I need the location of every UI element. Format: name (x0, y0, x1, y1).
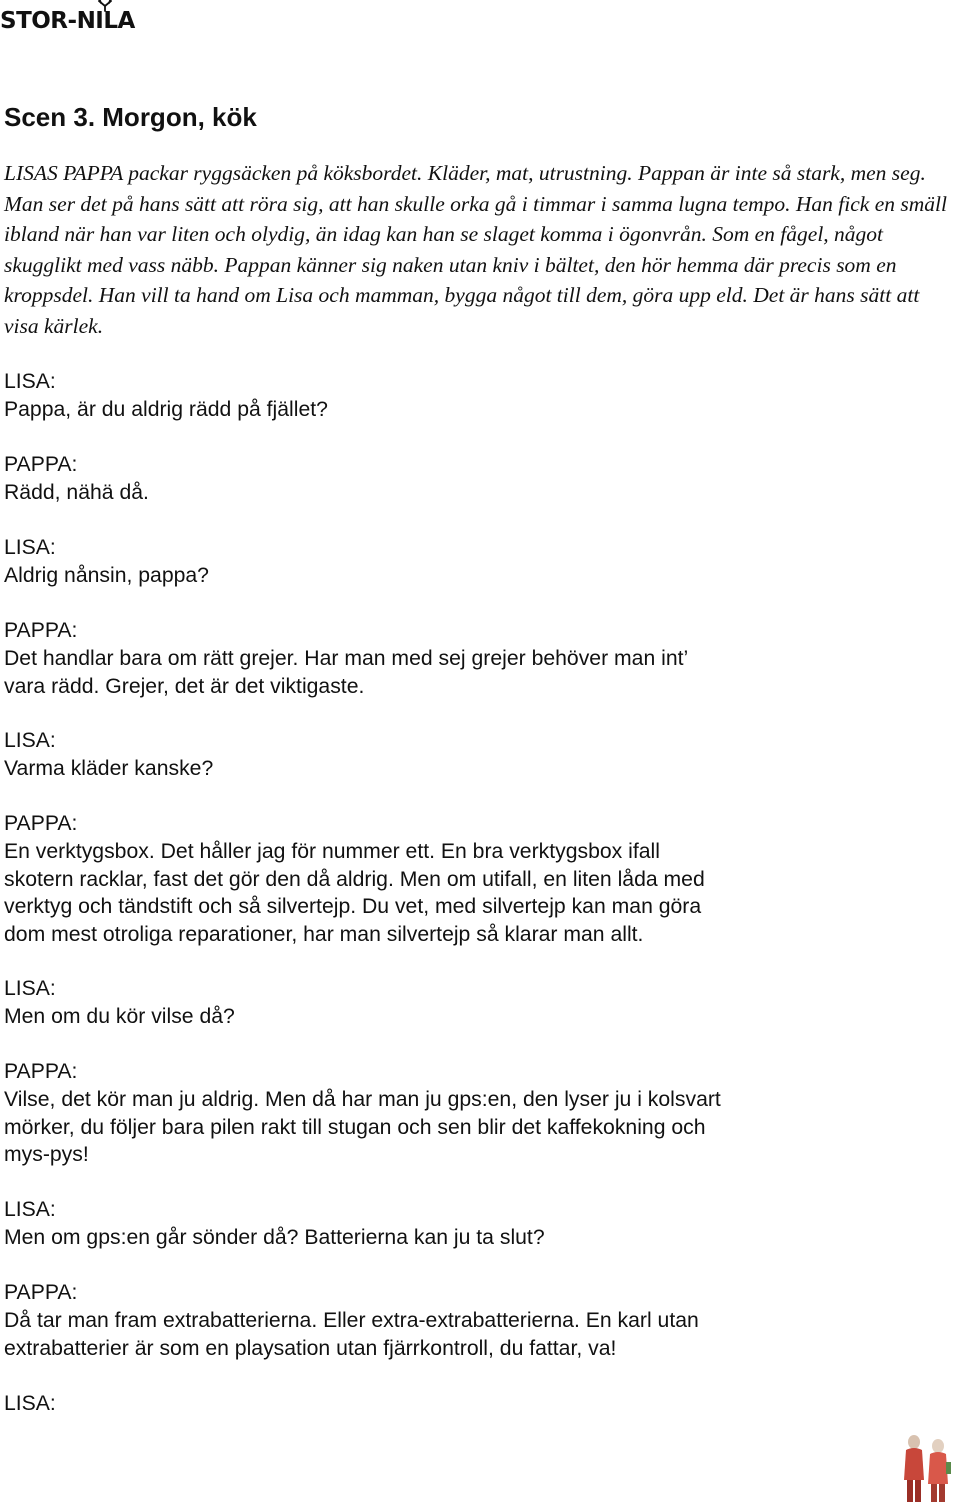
dialogue-line: En verktygsbox. Det håller jag för nummer ett. En bra verktygsbox ifall (4, 839, 660, 863)
dialogue-line: Pappa, är du aldrig rädd på fjället? (4, 397, 328, 421)
dialogue-line: Aldrig nånsin, pappa? (4, 563, 209, 587)
speaker-label: PAPPA: (4, 812, 78, 835)
characters-illustration (896, 1432, 956, 1506)
speaker-label: PAPPA: (4, 1060, 78, 1083)
dialogue-line: mörker, du följer bara pilen rakt till stugan och sen blir det kaffekokning och (4, 1115, 706, 1139)
dialogue-block (4, 810, 944, 949)
speaker-label: LISA: (4, 536, 56, 559)
dialogue-line: extrabatterier är som en playsation utan fjärrkontroll, du fattar, va! (4, 1336, 617, 1360)
dialogue-block (4, 617, 944, 700)
dialogue-block (4, 1390, 944, 1418)
dialogue-block (4, 1196, 944, 1252)
dialogue-line: Då tar man fram extrabatterierna. Eller extra-extrabatterierna. En karl utan (4, 1308, 699, 1332)
dialogue-line: Rädd, nähä då. (4, 480, 149, 504)
dialogue-line: mys-pys! (4, 1143, 89, 1167)
speaker-label: LISA: (4, 729, 56, 752)
dialogue-block (4, 727, 944, 783)
speaker-label: PAPPA: (4, 453, 78, 476)
dialogue-line: dom mest otroliga reparationer, har man silvertejp så klarar man allt. (4, 923, 644, 947)
logo (0, 2, 135, 36)
dialogue-block (4, 534, 944, 590)
dialogue-line: verktyg och tändstift och så silvertejp. Du vet, med silvertejp kan man göra (4, 895, 702, 919)
dialogue-block (4, 451, 944, 507)
speaker-label: LISA: (4, 1198, 56, 1221)
dialogue-line: skotern racklar, fast det gör den då aldrig. Men om utifall, en liten låda med (4, 867, 705, 891)
dialogue-line: Det handlar bara om rätt grejer. Har man med sej grejer behöver man int’ (4, 646, 689, 670)
dialogue-line: Men om gps:en går sönder då? Batterierna kan ju ta slut? (4, 1225, 545, 1249)
scene-title: Scen 3. Morgon, kök (4, 102, 257, 132)
speaker-label: LISA: (4, 1392, 56, 1415)
dialogue-block (4, 1279, 944, 1362)
dialogue-block (4, 975, 944, 1031)
dialogue-line: Men om du kör vilse då? (4, 1004, 235, 1028)
speaker-label: LISA: (4, 977, 56, 1000)
dialogue-block (4, 1058, 944, 1169)
dialogue-line: Varma kläder kanske? (4, 756, 214, 780)
speaker-label: LISA: (4, 370, 56, 393)
antler-icon (92, 0, 118, 12)
dialogue-line: vara rädd. Grejer, det är det viktigaste. (4, 674, 365, 698)
speaker-label: PAPPA: (4, 619, 78, 642)
dialogue-block (4, 368, 944, 424)
stage-direction: LISAS PAPPA packar ryggsäcken på köksbordet. Kläder, mat, utrustning. Pappan är inte så stark, men seg. Man ser det på hans sätt att röra sig, att han skulle orka gå i timmar i samma lugna tempo. Han fick en smäll ibland när han var liten och olydig, än idag kan han se slaget komma i ögonvrån. Som en fågel, något skugglikt med vass näbb. Pappan känner sig naken utan kniv i bältet, den hör hemma där precis som en kroppsdel. Han vill ta hand om Lisa och mamman, bygga något till dem, göra upp eld. Det är hans sätt att visa kärlek. (4, 161, 947, 338)
dialogue-line: Vilse, det kör man ju aldrig. Men då har man ju gps:en, den lyser ju i kolsvart (4, 1087, 721, 1111)
speaker-label: PAPPA: (4, 1281, 78, 1304)
logo-text: STOR-NILA (0, 8, 135, 34)
